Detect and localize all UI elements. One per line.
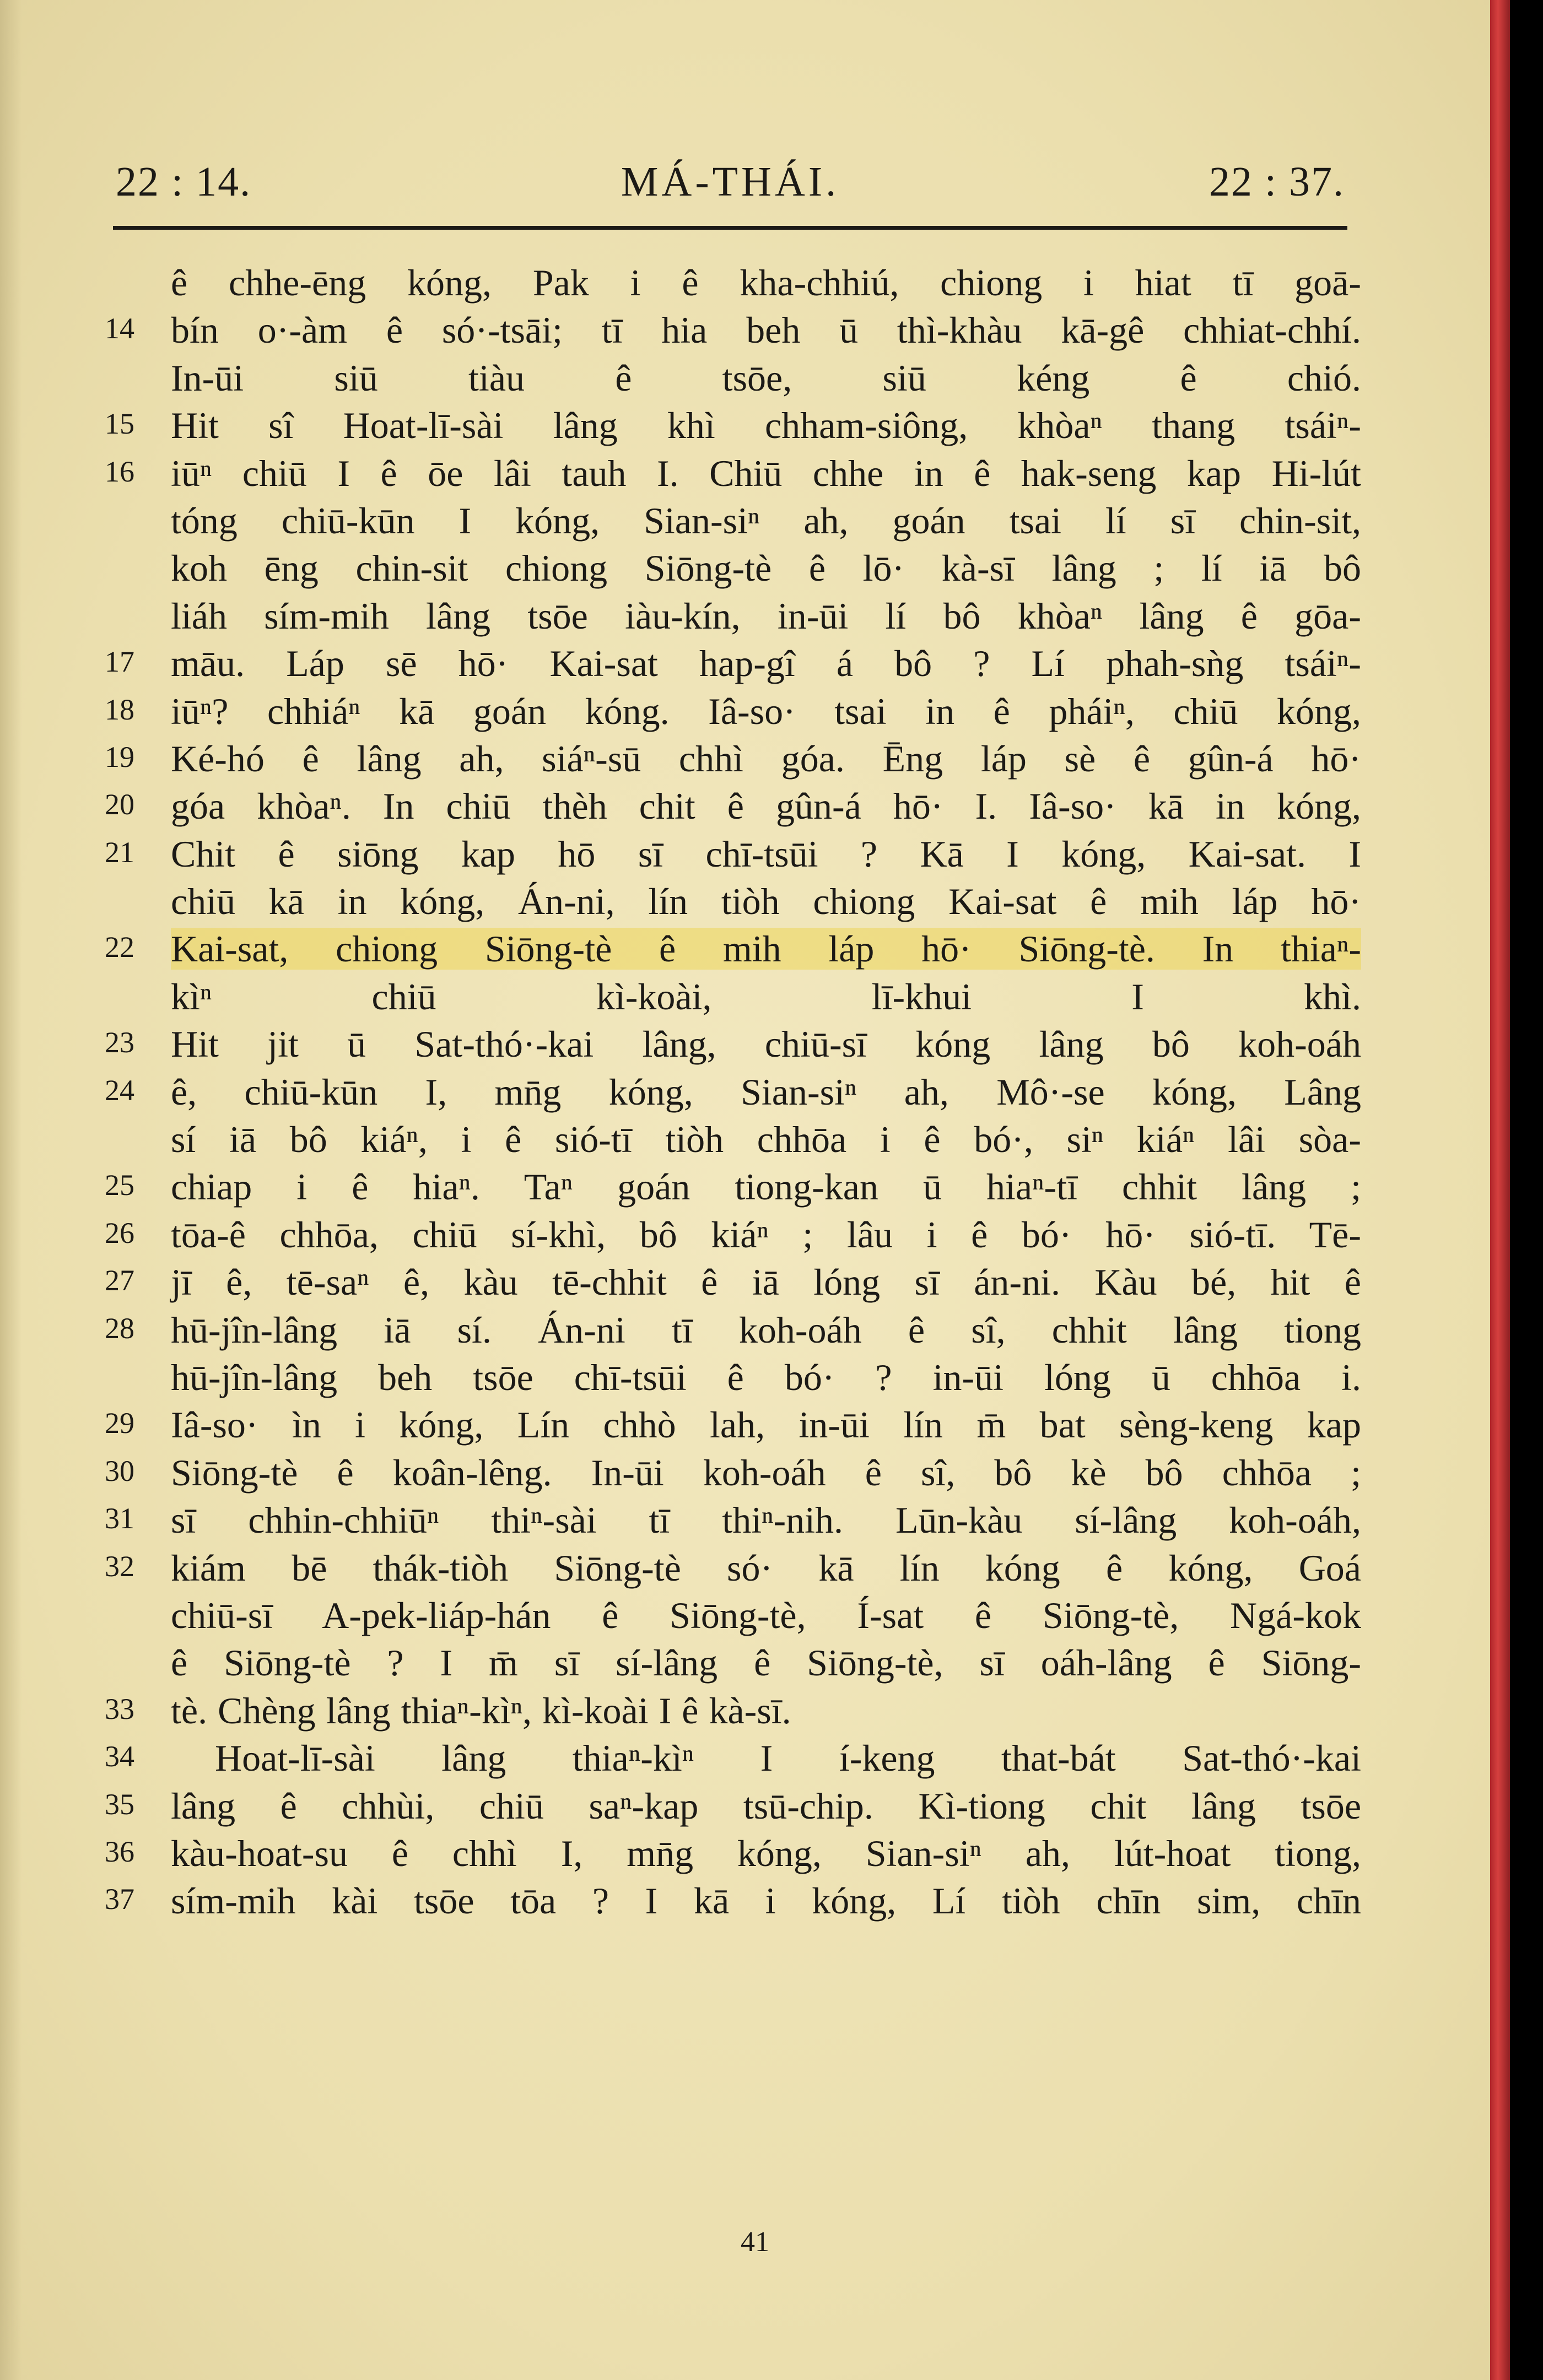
scripture-text-block — [105, 259, 1372, 1925]
page-footer — [0, 2226, 1510, 2259]
text-line — [105, 1258, 1372, 1306]
header-rule — [113, 226, 1347, 230]
line-text: tè. Chèng lâng thiaⁿ-kìⁿ, kì-koài I ê kà-sī. — [171, 1689, 791, 1732]
verse-number: 23 — [105, 1026, 134, 1059]
verse-number: 31 — [105, 1502, 134, 1535]
verse-number: 33 — [105, 1692, 134, 1726]
text-line — [105, 1687, 1372, 1734]
verse-number: 36 — [105, 1835, 134, 1868]
verse-number: 14 — [105, 312, 134, 345]
text-line — [105, 782, 1372, 830]
running-header — [116, 154, 1345, 215]
text-line — [105, 259, 1372, 306]
line-text: ê, chiū-kūn I, mn̄g kóng, Sian-siⁿ ah, Mô·-se kóng, Lâng — [171, 1070, 1361, 1113]
verse-number: 22 — [105, 931, 134, 964]
text-line — [105, 402, 1372, 449]
verse-number: 17 — [105, 645, 134, 679]
text-line — [105, 1306, 1372, 1354]
text-line — [105, 1592, 1372, 1639]
line-text: liáh sím-mih lâng tsōe iàu-kín, in-ūi lí bô khòaⁿ lâng ê gōa- — [171, 594, 1361, 637]
line-text: jī ê, tē-saⁿ ê, kàu tē-chhit ê iā lóng sī án-ni. Kàu bé, hit ê — [171, 1261, 1361, 1303]
text-line — [105, 497, 1372, 544]
line-text: kìⁿ chiū kì-koài, lī-khui I khì. — [171, 975, 1361, 1018]
text-line — [105, 1211, 1372, 1258]
line-text: Hit sî Hoat-lī-sài lâng khì chham-siông, khòaⁿ thang tsáiⁿ- — [171, 404, 1361, 447]
verse-number: 15 — [105, 407, 134, 441]
verse-number: 29 — [105, 1407, 134, 1440]
text-line — [105, 1163, 1372, 1210]
text-line — [105, 1401, 1372, 1448]
line-text: kiám bē thák-tiòh Siōng-tè só· kā lín kóng ê kóng, Goá — [171, 1546, 1361, 1589]
text-line — [105, 354, 1372, 402]
text-line — [105, 450, 1372, 497]
line-text: góa khòaⁿ. In chiū thèh chit ê gûn-á hō· I. Iâ-so· kā in kóng, — [171, 785, 1361, 827]
verse-number: 28 — [105, 1311, 134, 1345]
verse-number: 24 — [105, 1073, 134, 1107]
line-text: In-ūi siū tiàu ê tsōe, siū kéng ê chió. — [171, 356, 1361, 399]
line-text: Hit jit ū Sat-thó·-kai lâng, chiū-sī kóng lâng bô koh-oáh — [171, 1023, 1361, 1065]
page-number: 41 — [741, 2226, 769, 2258]
verse-number: 20 — [105, 788, 134, 821]
line-text: kàu-hoat-su ê chhì I, mn̄g kóng, Sian-siⁿ ah, lút-hoat tiong, — [171, 1832, 1361, 1874]
text-line — [105, 830, 1372, 878]
header-verse-start: 22 : 14. — [116, 159, 252, 205]
verse-number: 37 — [105, 1883, 134, 1916]
line-text: hū-jîn-lâng iā sí. Án-ni tī koh-oáh ê sî, chhit lâng tiong — [171, 1308, 1361, 1351]
line-text: chiū kā in kóng, Án-ni, lín tiòh chiong Kai-sat ê mih láp hō· — [171, 880, 1361, 923]
text-line — [105, 878, 1372, 925]
verse-number: 30 — [105, 1454, 134, 1488]
verse-number: 27 — [105, 1264, 134, 1297]
line-text: tóng chiū-kūn I kóng, Sian-siⁿ ah, goán tsai lí sī chin-sit, — [171, 499, 1361, 542]
text-line — [105, 973, 1372, 1020]
line-text: Iâ-so· ìn i kóng, Lín chhò lah, in-ūi lín m̄ bat sèng-keng kap — [171, 1404, 1361, 1446]
line-text: bín o·-àm ê só·-tsāi; tī hia beh ū thì-khàu kā-gê chhiat-chhí. — [171, 309, 1361, 351]
line-text: sím-mih kài tsōe tōa ? I kā i kóng, Lí tiòh chīn sim, chīn — [171, 1880, 1361, 1922]
text-line — [105, 1020, 1372, 1068]
text-line — [105, 1496, 1372, 1544]
text-line — [105, 1639, 1372, 1686]
text-line — [105, 1354, 1372, 1401]
text-line — [105, 925, 1372, 972]
verse-number: 25 — [105, 1169, 134, 1202]
text-line — [105, 1116, 1372, 1163]
verse-number: 35 — [105, 1787, 134, 1821]
line-text: iūⁿ chiū I ê ōe lâi tauh I. Chiū chhe in ê hak-seng kap Hi-lút — [171, 452, 1361, 494]
line-text: lâng ê chhùi, chiū saⁿ-kap tsū-chip. Kì-tiong chit lâng tsōe — [171, 1784, 1361, 1827]
line-text: Ké-hó ê lâng ah, siáⁿ-sū chhì góa. Ēng láp sè ê gûn-á hō· — [171, 737, 1361, 780]
red-page-edge — [1490, 0, 1510, 2380]
verse-number: 18 — [105, 693, 134, 726]
line-text: Hoat-lī-sài lâng thiaⁿ-kìⁿ I í-keng that-bát Sat-thó·-kai — [215, 1737, 1361, 1779]
line-text: koh ēng chin-sit chiong Siōng-tè ê lō· kà-sī lâng ; lí iā bô — [171, 547, 1361, 589]
text-line — [105, 688, 1372, 735]
text-line — [105, 735, 1372, 782]
text-line — [105, 592, 1372, 640]
line-text: sí iā bô kiáⁿ, i ê sió-tī tiòh chhōa i ê bó·, siⁿ kiáⁿ lâi sòa- — [171, 1118, 1361, 1161]
line-text: hū-jîn-lâng beh tsōe chī-tsūi ê bó· ? in-ūi lóng ū chhōa i. — [171, 1356, 1361, 1398]
text-line — [105, 306, 1372, 354]
verse-number: 34 — [105, 1740, 134, 1773]
text-line — [105, 1734, 1372, 1782]
line-text: ê chhe-ēng kóng, Pak i ê kha-chhiú, chiong i hiat tī goā- — [171, 262, 1361, 304]
line-text: māu. Láp sē hō· Kai-sat hap-gî á bô ? Lí phah-sǹg tsáiⁿ- — [171, 642, 1361, 685]
line-text: chiū-sī A-pek-liáp-hán ê Siōng-tè, Í-sat ê Siōng-tè, Ngá-kok — [171, 1594, 1361, 1636]
text-line — [105, 1068, 1372, 1116]
verse-number: 21 — [105, 835, 134, 869]
text-line — [105, 1830, 1372, 1877]
line-text: chiap i ê hiaⁿ. Taⁿ goán tiong-kan ū hiaⁿ-tī chhit lâng ; — [171, 1166, 1361, 1208]
text-line — [105, 1877, 1372, 1924]
verse-number: 32 — [105, 1549, 134, 1583]
line-text: iūⁿ? chhiáⁿ kā goán kóng. Iâ-so· tsai in ê pháiⁿ, chiū kóng, — [171, 690, 1361, 732]
line-text — [171, 925, 1361, 972]
line-text: Chit ê siōng kap hō sī chī-tsūi ? Kā I kóng, Kai-sat. I — [171, 832, 1361, 875]
text-line — [105, 1782, 1372, 1830]
text-line — [105, 1449, 1372, 1496]
line-text: ê Siōng-tè ? I m̄ sī sí-lâng ê Siōng-tè, sī oáh-lâng ê Siōng- — [171, 1642, 1361, 1684]
header-verse-end: 22 : 37. — [1208, 159, 1345, 205]
text-line — [105, 640, 1372, 687]
header-book-title: MÁ-THÁI. — [621, 159, 840, 205]
verse-number: 16 — [105, 455, 134, 488]
highlighted-text: Kai-sat, chiong Siōng-tè ê mih láp hō· Siōng-tè. In thiaⁿ- — [171, 928, 1361, 970]
line-text: Siōng-tè ê koân-lêng. In-ūi koh-oáh ê sî, bô kè bô chhōa ; — [171, 1451, 1361, 1494]
text-line — [105, 544, 1372, 592]
line-text: sī chhin-chhiūⁿ thiⁿ-sài tī thiⁿ-nih. Lūn-kàu sí-lâng koh-oáh, — [171, 1499, 1361, 1541]
verse-number: 26 — [105, 1216, 134, 1250]
text-line — [105, 1544, 1372, 1592]
verse-number: 19 — [105, 740, 134, 774]
page-gutter-shadow — [0, 0, 22, 2380]
line-text: tōa-ê chhōa, chiū sí-khì, bô kiáⁿ ; lâu i ê bó· hō· sió-tī. Tē- — [171, 1213, 1361, 1256]
